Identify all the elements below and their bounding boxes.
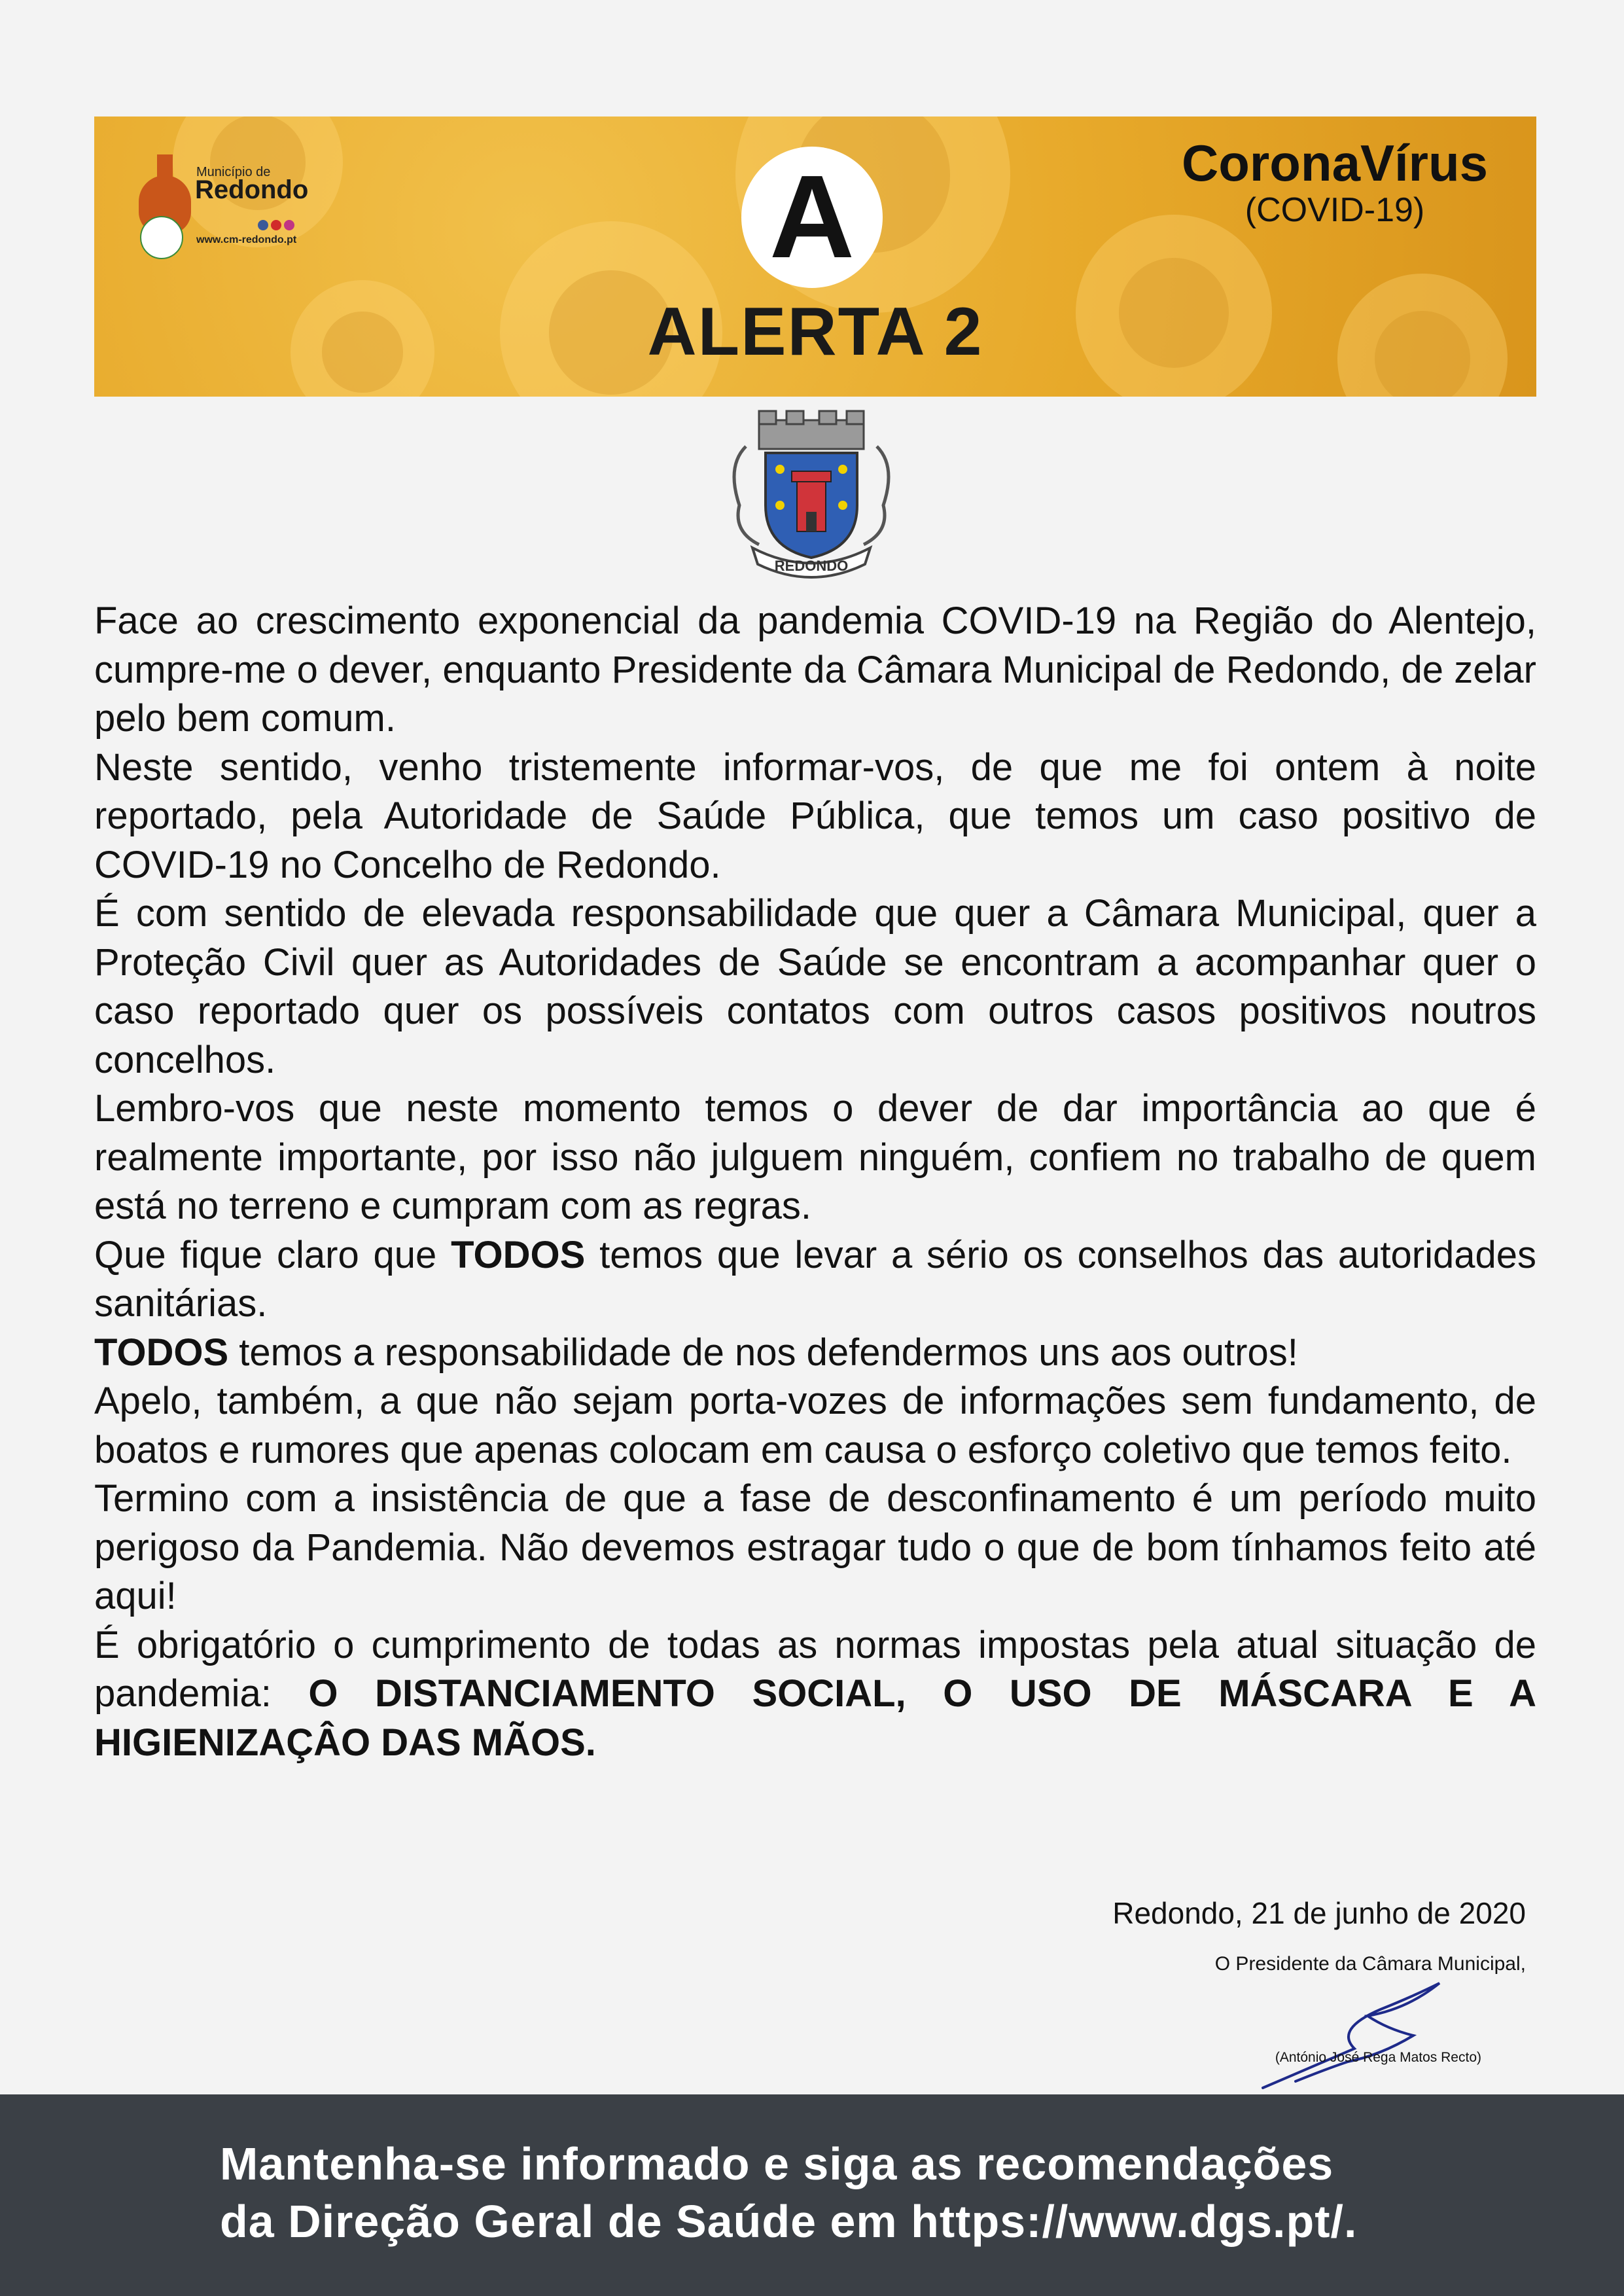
crest-caption: REDONDO (774, 558, 849, 574)
signatory-name: (António José Rega Matos Recto) (1275, 2050, 1481, 2065)
paragraph: É com sentido de elevada responsabilidade que quer a Câmara Municipal, quer a Proteção Civil quer as Autoridades de Saúde se encontram a acompanhar quer o caso reportado quer os possíveis contatos com outros casos positivos noutros concelhos. (94, 892, 1536, 1081)
paragraph-text: temos que levar a sério os conselhos das autoridades sanitárias. (94, 1233, 1536, 1325)
municipality-label: Município de (196, 165, 271, 179)
footer-message (220, 2135, 1357, 2250)
paragraph-text: Que fique claro que (94, 1233, 451, 1276)
facebook-icon (258, 220, 268, 230)
crown-icon (759, 411, 864, 449)
paragraph (94, 1329, 1536, 1378)
alert-level-letter: A (769, 151, 855, 283)
alert-title: ALERTA 2 (647, 294, 983, 370)
footer-banner (0, 2094, 1624, 2296)
municipality-logo (133, 136, 349, 247)
instagram-icon (284, 220, 294, 230)
paragraph (94, 1231, 1536, 1329)
paragraph: Lembro-vos que neste momento temos o dever de dar importância ao que é realmente importante, por isso não julguem ninguém, confiem no trabalho de quem está no terreno e cumpram com as regras. (94, 1087, 1536, 1227)
paragraph: Face ao crescimento exponencial da pandemia COVID-19 na Região do Alentejo, cumpre-me o dever, enquanto Presidente da Câmara Municipal de Redondo, de zelar pelo bem comum. (94, 600, 1536, 740)
alert-level-badge (741, 147, 883, 288)
signature-title: O Presidente da Câmara Municipal, (1214, 1953, 1526, 1975)
signature-date: Redondo, 21 de junho de 2020 (1112, 1896, 1526, 1930)
municipal-crest (720, 407, 903, 584)
municipality-name: Redondo (195, 175, 309, 204)
social-icons (258, 220, 294, 230)
paragraph: Neste sentido, venho tristemente informar-vos, de que me foi ontem à noite reportado, pela Autoridade de Saúde Pública, que temos um caso positivo de COVID-19 no Concelho de Redondo. (94, 745, 1536, 886)
handwritten-signature (1256, 1970, 1466, 2101)
municipality-website: www.cm-redondo.pt (196, 234, 297, 245)
announcement-body (94, 597, 1536, 1767)
covid-title: CoronaVírus (1181, 134, 1489, 192)
paragraph (94, 1621, 1536, 1768)
paragraph-text: temos a responsabilidade de nos defendermos uns aos outros! (228, 1331, 1298, 1374)
paragraph-text: É obrigatório o cumprimento de todas as normas impostas pela atual situação de pandemia: (94, 1623, 1536, 1715)
footer-line: Mantenha-se informado e siga as recomendações (220, 2138, 1334, 2189)
tower-icon (792, 471, 831, 531)
alert-banner (94, 117, 1536, 397)
covid-subtitle: (COVID-19) (1244, 191, 1425, 229)
footer-line: da Direção Geral de Saúde em https://www.dgs.pt/. (220, 2196, 1358, 2247)
emphasis: TODOS (94, 1331, 229, 1374)
paragraph: Apelo, também, a que não sejam porta-vozes de informações sem fundamento, de boatos e rumores que apenas colocam em causa o esforço coletivo que temos feito. (94, 1380, 1536, 1471)
youtube-icon (271, 220, 281, 230)
paragraph: Termino com a insistência de que a fase de desconfinamento é um período muito perigoso da Pandemia. Não devemos estragar tudo o que de bom tínhamos feito até aqui! (94, 1477, 1536, 1617)
eco-badge-icon (140, 216, 183, 259)
emphasis: O DISTANCIAMENTO SOCIAL, O USO DE MÁSCARA E A HIGIENIZAÇÂO DAS MÃOS. (94, 1672, 1536, 1764)
covid-heading (1165, 134, 1505, 230)
emphasis: TODOS (451, 1233, 586, 1276)
